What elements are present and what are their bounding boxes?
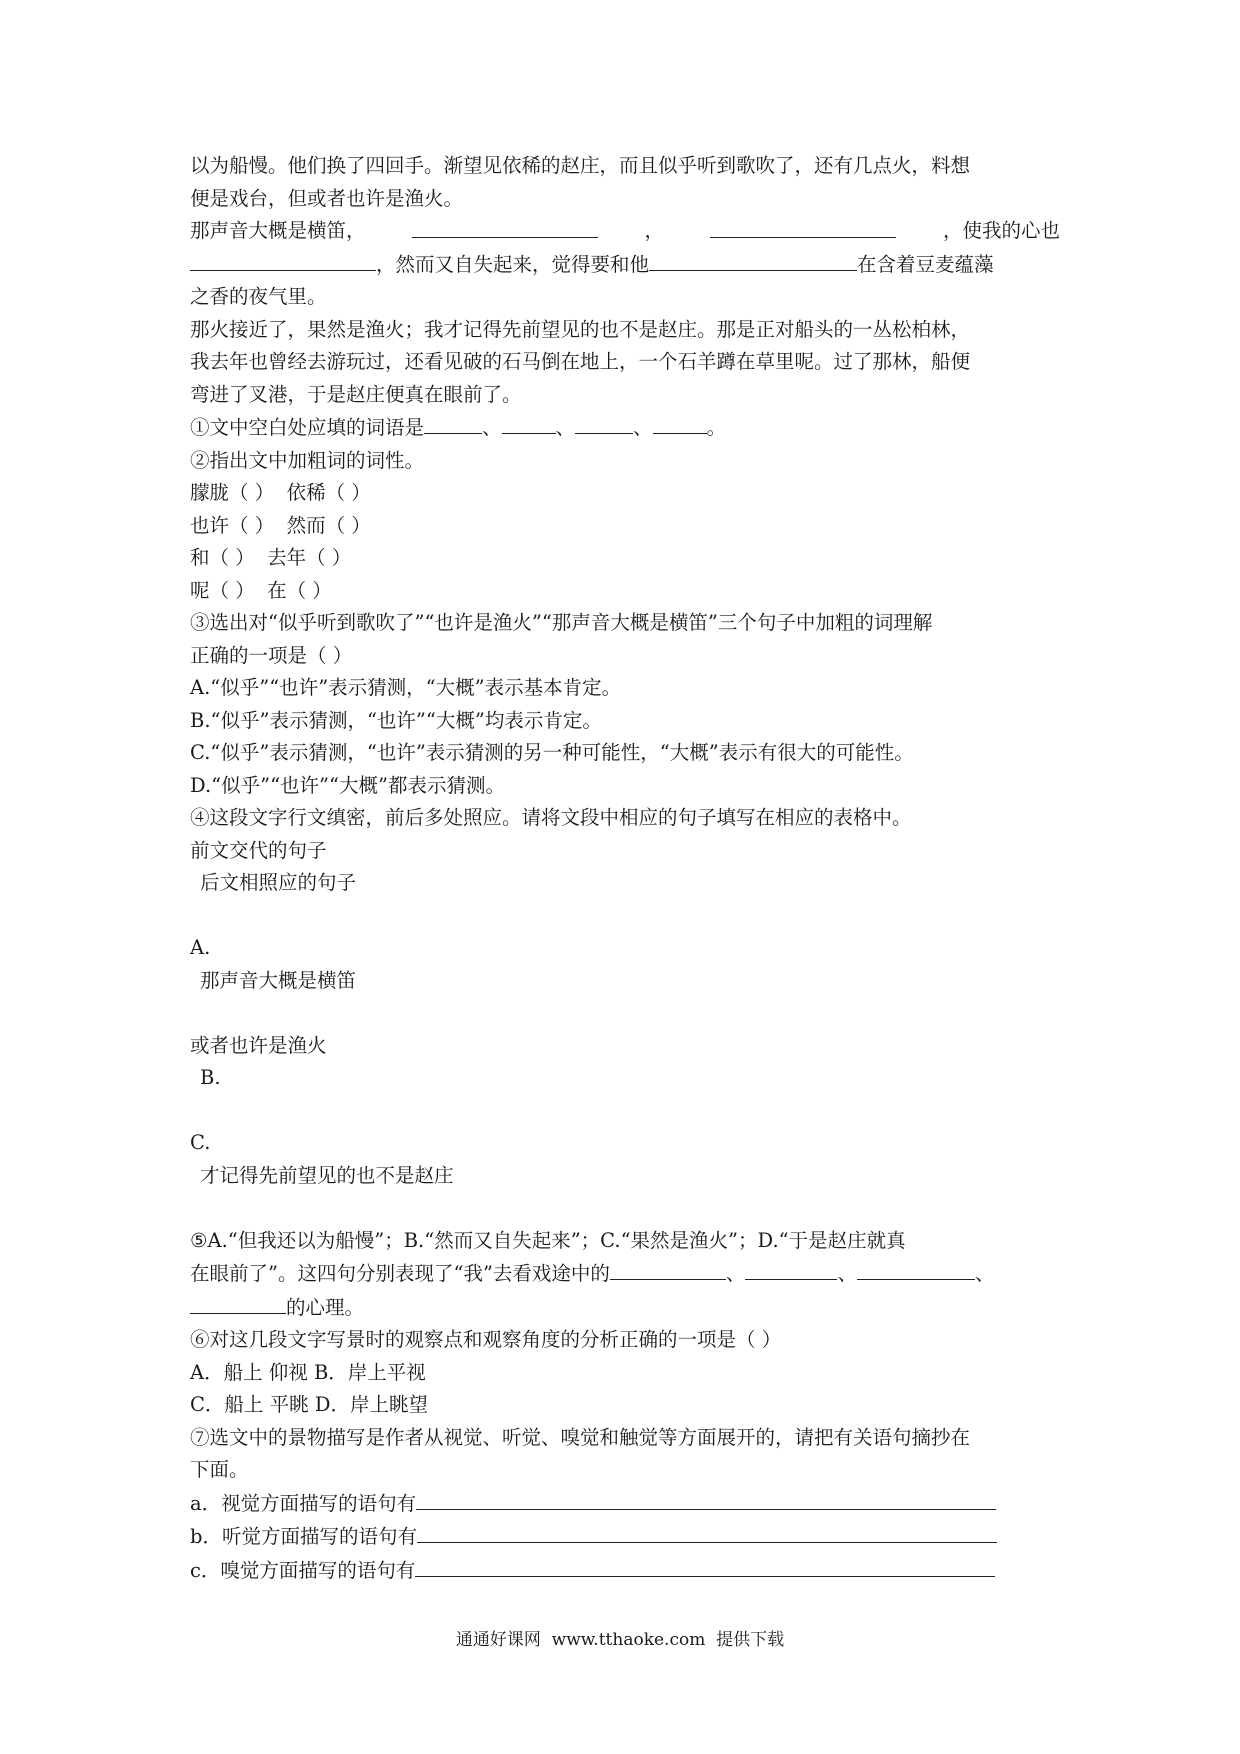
passage-line: 弯进了叉港，于是赵庄便真在眼前了。 [190,382,522,406]
fill-blank[interactable] [417,1520,997,1543]
fill-blank[interactable] [424,411,482,434]
fill-blank[interactable] [190,248,376,271]
question-5-stem: 在眼前了”。这四句分别表现了“我”去看戏途中的 、 、 、 [190,1257,1060,1291]
question-6-title: ⑥对这几段文字写景时的观察点和观察角度的分析正确的一项是（ ） [190,1328,782,1351]
passage-line: 我去年也曾经去游玩过，还看见破的石马倒在地上，一个石羊蹲在草里呢。过了那林，船便 [190,350,971,373]
word-class-row: 和（ ） 去年（ ） [190,546,352,569]
fill-blank[interactable] [415,1554,995,1577]
option-b: B.“似乎”表示猜测，“也许”“大概”均表示肯定。 [190,708,602,732]
question-4-title: ④这段文字行文缜密，前后多处照应。请将文段中相应的句子填写在相应的表格中。 [190,806,912,829]
answer-line-olfactory: c．嗅觉方面描写的语句有 [190,1554,1060,1588]
passage-line: 以为船慢。他们换了四回手。渐望见依稀的赵庄，而且似乎听到歌吹了，还有几点火，料想 [190,154,971,177]
fill-blank[interactable] [575,411,633,434]
table-row-label: C. [190,1131,211,1154]
table-cell: 那声音大概是横笛 [200,968,357,992]
question-2-title: ②指出文中加粗词的词性。 [190,448,425,472]
table-cell: 或者也许是渔火 [190,1033,327,1057]
fill-blank[interactable] [857,1257,975,1280]
passage-line: 那火接近了，果然是渔火；我才记得先前望见的也不是赵庄。那是正对船头的一丛松柏林， [190,317,971,341]
fill-blank[interactable] [412,215,598,238]
fill-blank[interactable] [502,411,556,434]
passage-line: 之香的夜气里。 [190,285,327,308]
fill-blank[interactable] [416,1487,996,1510]
question-3-stem: 正确的一项是（ ） [190,643,353,667]
question-text: ①文中空白处应填的词语是 [190,416,425,439]
passage-text: 在含着豆麦蕴藻 [857,252,994,276]
fill-blank[interactable] [710,215,896,238]
fill-blank[interactable] [745,1257,837,1280]
table-cell: 才记得先前望见的也不是赵庄 [200,1163,454,1187]
fill-blank[interactable] [649,248,857,271]
option-c: C.“似乎”表示猜测，“也许”表示猜测的另一种可能性，“大概”表示有很大的可能性。 [190,741,914,764]
option-row: A．船上 仰视 B．岸上平视 [190,1360,426,1384]
fill-blank[interactable] [190,1291,286,1314]
question-1: ①文中空白处应填的词语是 、 、 、 。 [190,411,1060,445]
word-class-row: 也许（ ） 然而（ ） [190,513,371,537]
passage-text: 那声音大概是横笛， [190,219,366,242]
page-footer: 通通好课网 www.tthaoke.com 提供下载 [455,1630,785,1650]
question-3-stem: ③选出对“似乎听到歌吹了”“也许是渔火”“那声音大概是横笛”三个句子中加粗的词理解 [190,611,933,634]
option-a: A.“似乎”“也许”表示猜测，“大概”表示基本肯定。 [190,676,622,699]
word-class-row: 呢（ ） 在（ ） [190,578,332,602]
question-7-stem: ⑦选文中的景物描写是作者从视觉、听觉、嗅觉和触觉等方面展开的，请把有关语句摘抄在 [190,1425,971,1449]
question-5-stem: 的心理。 [190,1291,1060,1325]
table-header-col2: 后文相照应的句子 [200,871,357,894]
answer-line-auditory: b．听觉方面描写的语句有 [190,1520,1060,1554]
passage-line: 便是戏台，但或者也许是渔火。 [190,186,464,210]
passage-text: ， [644,219,664,242]
question-5-stem: ⑤A.“但我还以为船慢”；B.“然而又自失起来”；C.“果然是渔火”；D.“于是赵庄就真 [190,1228,906,1252]
document-page [190,150,1060,1587]
passage-text: ，使我的心也 [942,219,1060,242]
option-row: C．船上 平眺 D．岸上眺望 [190,1393,428,1416]
passage-text: ，然而又自失起来，觉得要和他 [376,252,650,276]
fill-blank[interactable] [653,411,707,434]
fill-blank[interactable] [610,1257,726,1280]
option-d: D.“似乎”“也许”“大概”都表示猜测。 [190,773,505,797]
word-class-row: 朦胧（ ） 依稀（ ） [190,481,371,504]
passage-line-with-blanks [190,248,1060,282]
table-header-col1: 前文交代的句子 [190,838,327,862]
table-row-label: B. [200,1066,221,1089]
table-row-label: A. [190,936,211,959]
passage-line-with-blanks [190,215,1060,248]
answer-line-visual: a．视觉方面描写的语句有 [190,1487,1060,1521]
question-7-stem: 下面。 [190,1458,249,1481]
